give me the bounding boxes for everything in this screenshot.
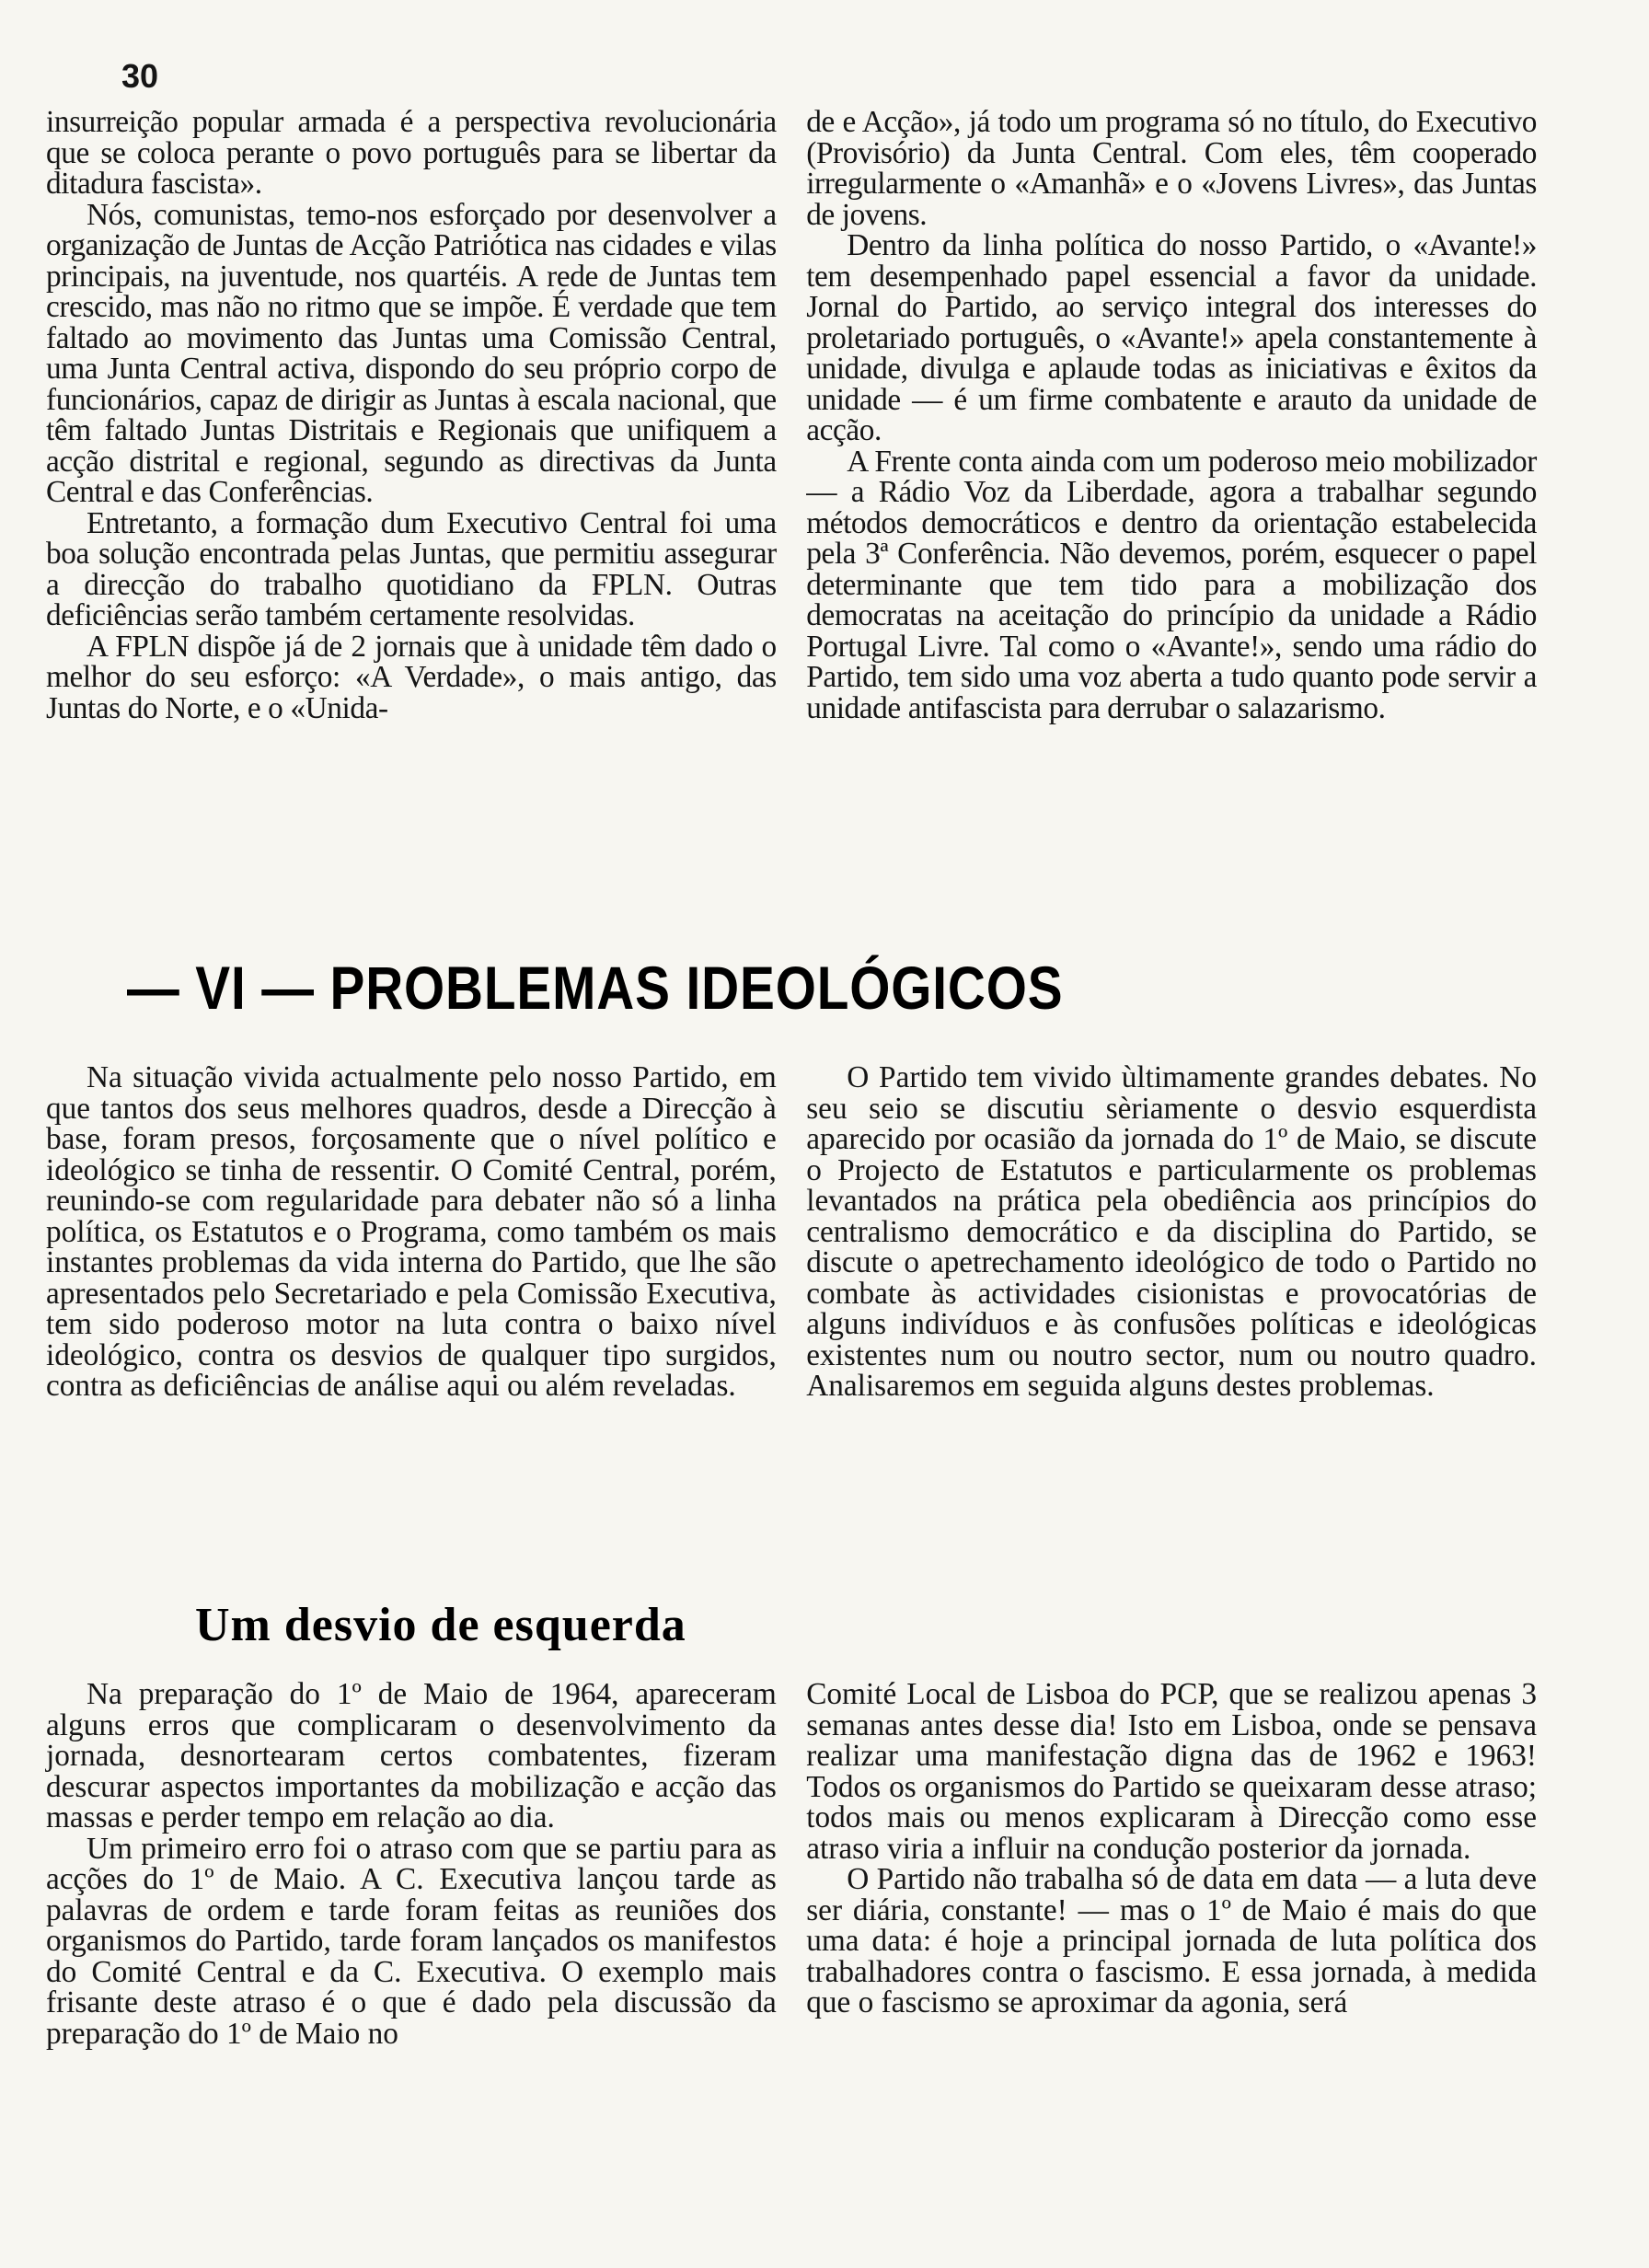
- paragraph: Um primeiro erro foi o atraso com que se partiu para as acções do 1º de Maio. A C. Executiva lançou tarde as palavras de ordem e tarde foram feitas as reuniões dos organismos do Partido, tarde foram lançados os manifestos do Comité Central e da C. Executiva. O exemplo mais frisante deste atraso é o que é dado pela discussão da preparação do 1º de Maio no: [46, 1831, 777, 2051]
- paragraph: Na situação vivida actualmente pelo nosso Partido, em que tantos dos seus melhores quadros, desde a Direcção à base, foram presos, forçosamente que o nível político e ideológico se tinha de ressentir. O Comité Central, porém, reunindo-se com regularidade para debater não só a linha política, os Estatutos e o Programa, como também os mais instantes problemas da vida interna do Partido, que lhe são apresentados pelo Secretariado e pela Comissão Executiva, tem sido poderoso motor na luta contra o baixo nível ideológico, contra os desvios de qualquer tipo surgidos, contra as deficiências de análise aqui ou além reveladas.: [46, 1060, 777, 1403]
- middle-left-column: [46, 1062, 777, 1578]
- paragraph: Nós, comunistas, temo-nos esforçado por desenvolver a organização de Juntas de Acção Patriótica nas cidades e vilas principais, na juventude, nos quartéis. A rede de Juntas tem crescido, mas não no ritmo que se impõe. É verdade que tem faltado ao movimento das Juntas uma Comissão Central, uma Junta Central activa, dispondo do seu próprio corpo de funcionários, capaz de dirigir as Juntas à escala nacional, que têm faltado Juntas Distritais e Regionais que unifiquem a acção distrital e regional, segundo as directivas da Junta Central e das Conferências.: [46, 197, 777, 509]
- paragraph: O Partido não trabalha só de data em data — a luta deve ser diária, constante! — mas o 1º de Maio é mais do que uma data: é hoje a principal jornada de luta política dos trabalhadores contra o fascismo. E essa jornada, à medida que o fascismo se aproximar da agonia, será: [806, 1862, 1537, 2019]
- top-left-column: [46, 107, 777, 871]
- paragraph: de e Acção», já todo um programa só no título, do Executivo (Provisório) da Junta Central. Com eles, têm cooperado irregularmente o «Amanhã» e o «Jovens Livres», das Juntas de jovens.: [806, 105, 1537, 232]
- section-heading: — VI — PROBLEMAS IDEOLÓGICOS: [127, 954, 1064, 1022]
- bottom-right-column: [806, 1679, 1537, 2231]
- paragraph: Entretanto, a formação dum Executivo Central foi uma boa solução encontrada pelas Juntas, que permitiu assegurar a direcção do trabalho quotidiano da FPLN. Outras deficiências serão também certamente resolvidas.: [46, 505, 777, 632]
- bottom-left-column: [46, 1679, 777, 2231]
- middle-columns: [46, 1062, 1537, 1578]
- page-number: 30: [121, 57, 159, 95]
- paragraph: O Partido tem vivido ùltimamente grandes debates. No seu seio se discutiu sèriamente o desvio esquerdista aparecido por ocasião da jornada do 1º de Maio, se discute o Projecto de Estatutos e particularmente os problemas levantados na prática pela obediência aos princípios do centralismo democrático e da disciplina do Partido, se discute o apetrechamento ideológico de todo o Partido no combate às actividades cisionistas e provocatórias de alguns indivíduos e às confusões políticas e ideológicas existentes num ou noutro sector, num ou noutro quadro. Analisaremos em seguida alguns destes problemas.: [806, 1060, 1537, 1403]
- top-columns: [46, 107, 1537, 871]
- subsection-heading: Um desvio de esquerda: [195, 1599, 686, 1651]
- paragraph: Comité Local de Lisboa do PCP, que se realizou apenas 3 semanas antes desse dia! Isto em Lisboa, onde se pensava realizar uma manifestação digna das de 1962 e 1963! Todos os organismos do Partido se queixaram desse atraso; todos mais ou menos explicaram à Direcção como esse atraso viria a influir na condução posterior da jornada.: [806, 1677, 1537, 1866]
- paragraph: A FPLN dispõe já de 2 jornais que à unidade têm dado o melhor do seu esforço: «A Verdade», o mais antigo, das Juntas do Norte, e o «Unida-: [46, 629, 777, 725]
- bottom-columns: [46, 1679, 1537, 2231]
- paragraph: Na preparação do 1º de Maio de 1964, apareceram alguns erros que complicaram o desenvolvimento da jornada, desnortearam certos combatentes, fizeram descurar aspectos importantes da mobilização e acção das massas e perder tempo em relação ao dia.: [46, 1677, 777, 1834]
- top-right-column: [806, 107, 1537, 871]
- middle-right-column: [806, 1062, 1537, 1578]
- paragraph: insurreição popular armada é a perspectiva revolucionária que se coloca perante o povo português para se libertar da ditadura fascista».: [46, 105, 777, 201]
- paragraph: A Frente conta ainda com um poderoso meio mobilizador — a Rádio Voz da Liberdade, agora a trabalhar segundo métodos democráticos e dentro da orientação estabelecida pela 3ª Conferência. Não devemos, porém, esquecer o papel determinante que tem tido para a mobilização dos democratas na aceitação do princípio da unidade a Rádio Portugal Livre. Tal como o «Avante!», sendo uma rádio do Partido, tem sido uma voz aberta a tudo quanto pode servir a unidade antifascista para derrubar o salazarismo.: [806, 444, 1537, 725]
- paragraph: Dentro da linha política do nosso Partido, o «Avante!» tem desempenhado papel essencial a favor da unidade. Jornal do Partido, ao serviço integral dos interesses do proletariado português, o «Avante!» apela constantemente à unidade, divulga e aplaude todas as iniciativas e êxitos da unidade — é um firme combatente e arauto da unidade de acção.: [806, 228, 1537, 447]
